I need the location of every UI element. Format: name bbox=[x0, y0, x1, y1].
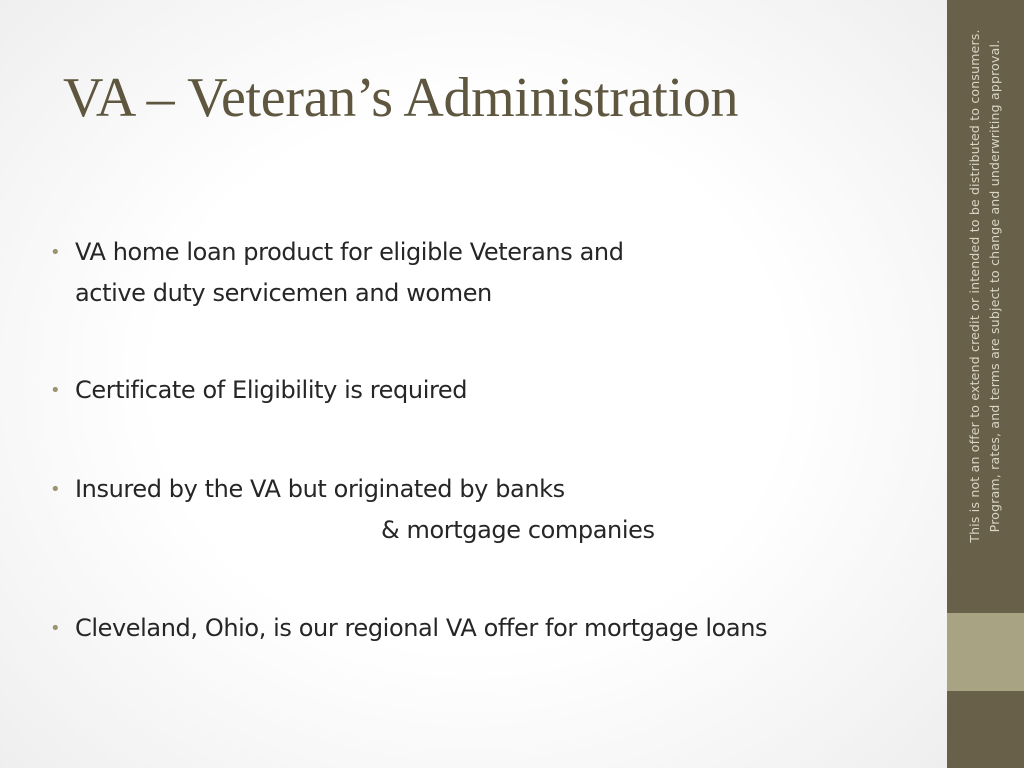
disclaimer-line: Program, rates, and terms are subject to change and underwriting approval. bbox=[987, 39, 1002, 533]
disclaimer-text bbox=[965, 6, 1005, 566]
bullet-text-line: Insured by the VA but originated by banks bbox=[75, 475, 565, 503]
bullet-dot-icon: • bbox=[50, 618, 61, 639]
disclaimer-line: This is not an offer to extend credit or intended to be distributed to consumers. bbox=[967, 29, 982, 543]
bullet-text-line: & mortgage companies bbox=[381, 516, 655, 544]
bullet-item bbox=[48, 469, 928, 551]
bullet-dot-icon: • bbox=[50, 242, 61, 263]
bullet-list bbox=[48, 232, 928, 649]
bullet-dot-icon: • bbox=[50, 380, 61, 401]
bullet-text-line: VA home loan product for eligible Veterans and bbox=[75, 238, 624, 266]
bullet-item bbox=[48, 608, 928, 649]
sidebar-accent-band bbox=[947, 613, 1024, 691]
bullet-text-line: Certificate of Eligibility is required bbox=[75, 376, 468, 404]
bullet-text-line: active duty servicemen and women bbox=[75, 279, 492, 307]
bullet-text-line: Cleveland, Ohio, is our regional VA offer for mortgage loans bbox=[75, 614, 768, 642]
bullet-item bbox=[48, 370, 928, 411]
sidebar-bottom-band bbox=[947, 691, 1024, 768]
bullet-dot-icon: • bbox=[50, 479, 61, 500]
bullet-item bbox=[48, 232, 928, 314]
slide-title: VA – Veteran’s Administration bbox=[63, 67, 739, 129]
